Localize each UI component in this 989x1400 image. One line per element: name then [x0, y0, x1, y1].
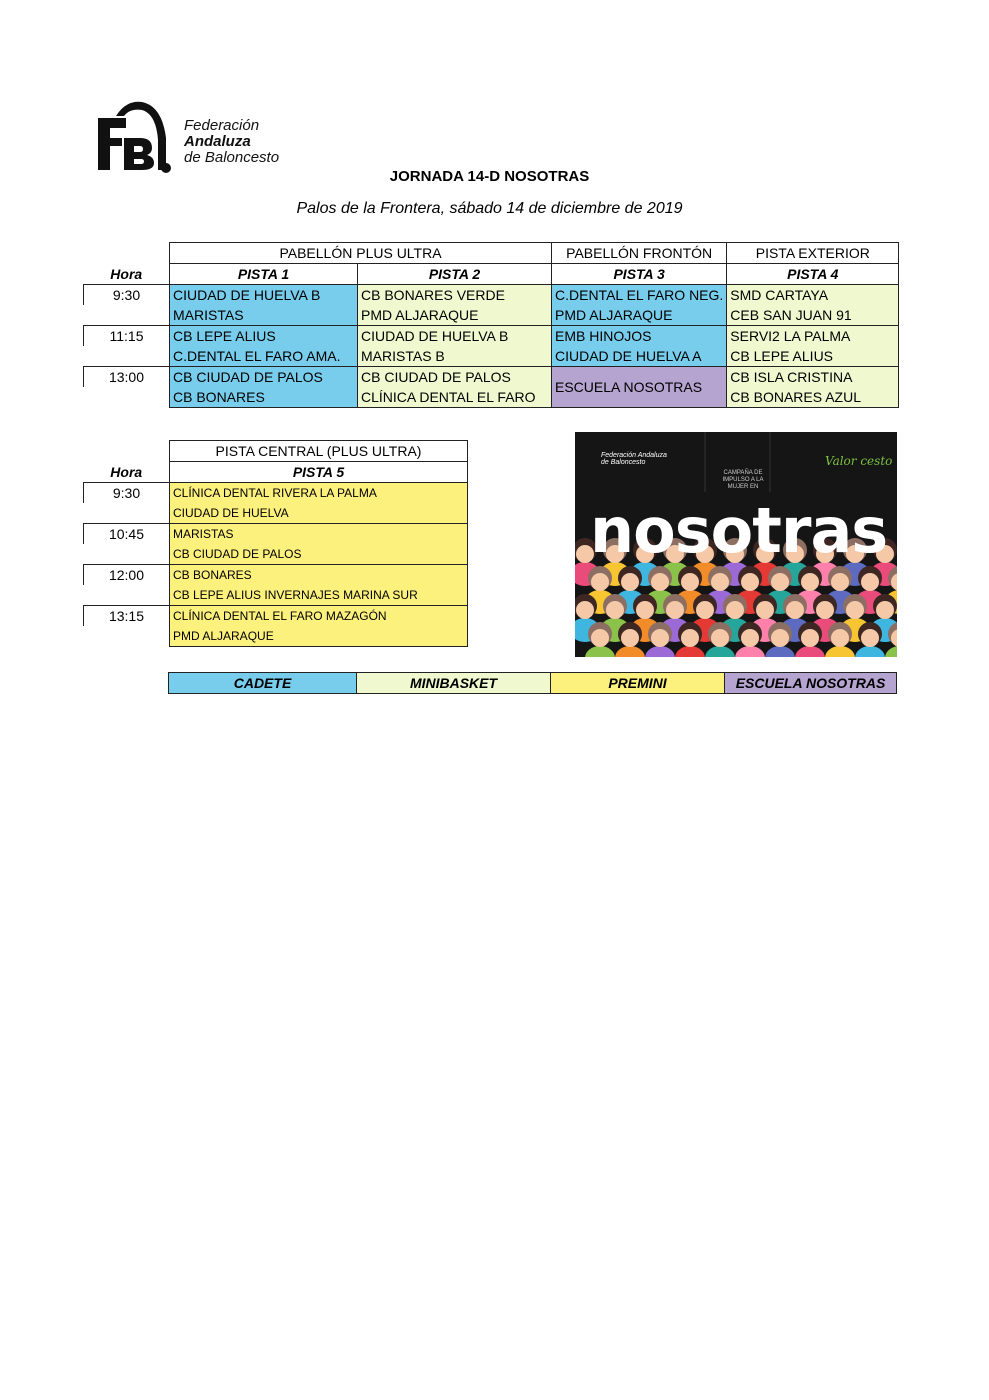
crowd-face: [666, 601, 684, 619]
crowd-face: [636, 601, 654, 619]
crowd-body: [645, 646, 675, 657]
team-cell: CLÍNICA DENTAL EL FARO MAZAGÓN: [170, 606, 468, 627]
crowd-face: [711, 573, 729, 591]
time-cell: 12:00: [84, 565, 170, 586]
crowd-body: [585, 646, 615, 657]
pista-header: PISTA 5: [170, 462, 468, 483]
hora-header: Hora: [110, 265, 143, 282]
venue-header: PISTA EXTERIOR: [727, 243, 899, 264]
team-cell: CB ISLA CRISTINA: [727, 367, 899, 388]
crowd-face: [741, 573, 759, 591]
poster-valor-cesto-logo: Valor cesto: [825, 454, 893, 468]
federation-name: [184, 118, 279, 166]
team-cell: CB LEPE ALIUS: [170, 326, 358, 347]
crowd-face: [801, 629, 819, 647]
time-cell: 11:15: [84, 326, 170, 347]
legend-minibasket: MINIBASKET: [357, 673, 551, 694]
team-cell: CLÍNICA DENTAL RIVERA LA PALMA: [170, 483, 468, 504]
crowd-face: [651, 629, 669, 647]
crowd-body: [855, 646, 885, 657]
federation-line2: Andaluza: [184, 133, 251, 150]
crowd-body: [795, 646, 825, 657]
time-cell: 13:00: [84, 367, 170, 388]
team-cell: CB BONARES: [170, 387, 358, 408]
team-cell-merged: ESCUELA NOSOTRAS: [552, 367, 727, 408]
page-subtitle: Palos de la Frontera, sábado 14 de diciembre de 2019: [296, 200, 683, 217]
crowd-face: [651, 573, 669, 591]
venue-header: PISTA CENTRAL (PLUS ULTRA): [170, 441, 468, 462]
time-cell: 9:30: [84, 483, 170, 504]
pista-header: PISTA 3: [552, 264, 727, 285]
crowd-face: [681, 629, 699, 647]
crowd-face: [846, 601, 864, 619]
team-cell: SERVI2 LA PALMA: [727, 326, 899, 347]
team-cell: MARISTAS B: [358, 346, 552, 367]
pista-header: PISTA 1: [170, 264, 358, 285]
crowd-face: [786, 601, 804, 619]
crowd-face: [876, 601, 894, 619]
legend-premini: PREMINI: [551, 673, 725, 694]
crowd-face: [711, 629, 729, 647]
crowd-body: [765, 646, 795, 657]
team-cell: CIUDAD DE HUELVA A: [552, 346, 727, 367]
venue-header: PABELLÓN PLUS ULTRA: [170, 243, 552, 264]
crowd-face: [861, 573, 879, 591]
team-cell: CIUDAD DE HUELVA B: [358, 326, 552, 347]
federation-line1: Federación: [184, 117, 260, 134]
nosotras-campaign-poster: [575, 432, 897, 657]
time-cell: 10:45: [84, 524, 170, 545]
page-title: JORNADA 14-D NOSOTRAS: [389, 168, 590, 185]
crowd-face: [771, 629, 789, 647]
team-cell: CB CIUDAD DE PALOS: [358, 367, 552, 388]
federation-line3: de Baloncesto: [184, 149, 280, 166]
crowd-face: [756, 601, 774, 619]
team-cell: PMD ALJARAQUE: [170, 626, 468, 647]
crowd-body: [735, 646, 765, 657]
team-cell: CB CIUDAD DE PALOS: [170, 367, 358, 388]
crowd-body: [825, 646, 855, 657]
team-cell: CEB SAN JUAN 91: [727, 305, 899, 326]
crowd-face: [831, 629, 849, 647]
federation-logo: [96, 98, 296, 178]
schedule-table-central: [83, 440, 468, 647]
crowd-face: [696, 601, 714, 619]
team-cell: CB BONARES AZUL: [727, 387, 899, 408]
crowd-face: [726, 601, 744, 619]
crowd-face: [801, 573, 819, 591]
schedule-table-main: [83, 242, 899, 408]
team-cell: CB LEPE ALIUS INVERNAJES MARINA SUR: [170, 585, 468, 606]
team-cell: PMD ALJARAQUE: [552, 305, 727, 326]
team-cell: PMD ALJARAQUE: [358, 305, 552, 326]
crowd-face: [591, 573, 609, 591]
poster-headline: nosotras: [590, 494, 888, 567]
crowd-face: [576, 601, 594, 619]
category-legend: [168, 672, 897, 694]
team-cell: CB BONARES: [170, 565, 468, 586]
team-cell: MARISTAS: [170, 305, 358, 326]
fab-logo-icon: [96, 98, 176, 176]
team-cell: SMD CARTAYA: [727, 285, 899, 306]
team-cell: MARISTAS: [170, 524, 468, 545]
team-cell: CIUDAD DE HUELVA B: [170, 285, 358, 306]
team-cell: CB CIUDAD DE PALOS: [170, 544, 468, 565]
team-cell: C.DENTAL EL FARO NEG.: [552, 285, 727, 306]
team-cell: CLÍNICA DENTAL EL FARO: [358, 387, 552, 408]
crowd-face: [591, 629, 609, 647]
poster-federation-logo: Federación Andaluza de Baloncesto: [601, 452, 667, 466]
crowd-body: [615, 646, 645, 657]
team-cell: CB BONARES VERDE: [358, 285, 552, 306]
team-cell: C.DENTAL EL FARO AMA.: [170, 346, 358, 367]
crowd-face: [831, 573, 849, 591]
crowd-face: [621, 573, 639, 591]
legend-escuela-nosotras: ESCUELA NOSOTRAS: [725, 673, 897, 694]
crowd-body: [675, 646, 705, 657]
crowd-body: [885, 646, 897, 657]
pista-header: PISTA 2: [358, 264, 552, 285]
crowd-face: [606, 601, 624, 619]
crowd-body: [705, 646, 735, 657]
crowd-face: [861, 629, 879, 647]
venue-header: PABELLÓN FRONTÓN: [552, 243, 727, 264]
time-cell: 13:15: [84, 606, 170, 627]
poster-campaign-text: CAMPAÑA DE IMPULSO A LA MUJER EN: [722, 470, 764, 490]
team-cell: CIUDAD DE HUELVA: [170, 503, 468, 524]
pista-header: PISTA 4: [727, 264, 899, 285]
crowd-face: [816, 601, 834, 619]
crowd-face: [771, 573, 789, 591]
team-cell: EMB HINOJOS: [552, 326, 727, 347]
crowd-face: [741, 629, 759, 647]
crowd-face: [681, 573, 699, 591]
team-cell: CB LEPE ALIUS: [727, 346, 899, 367]
hora-header: Hora: [110, 463, 143, 480]
crowd-face: [621, 629, 639, 647]
legend-cadete: CADETE: [169, 673, 357, 694]
time-cell: 9:30: [84, 285, 170, 306]
